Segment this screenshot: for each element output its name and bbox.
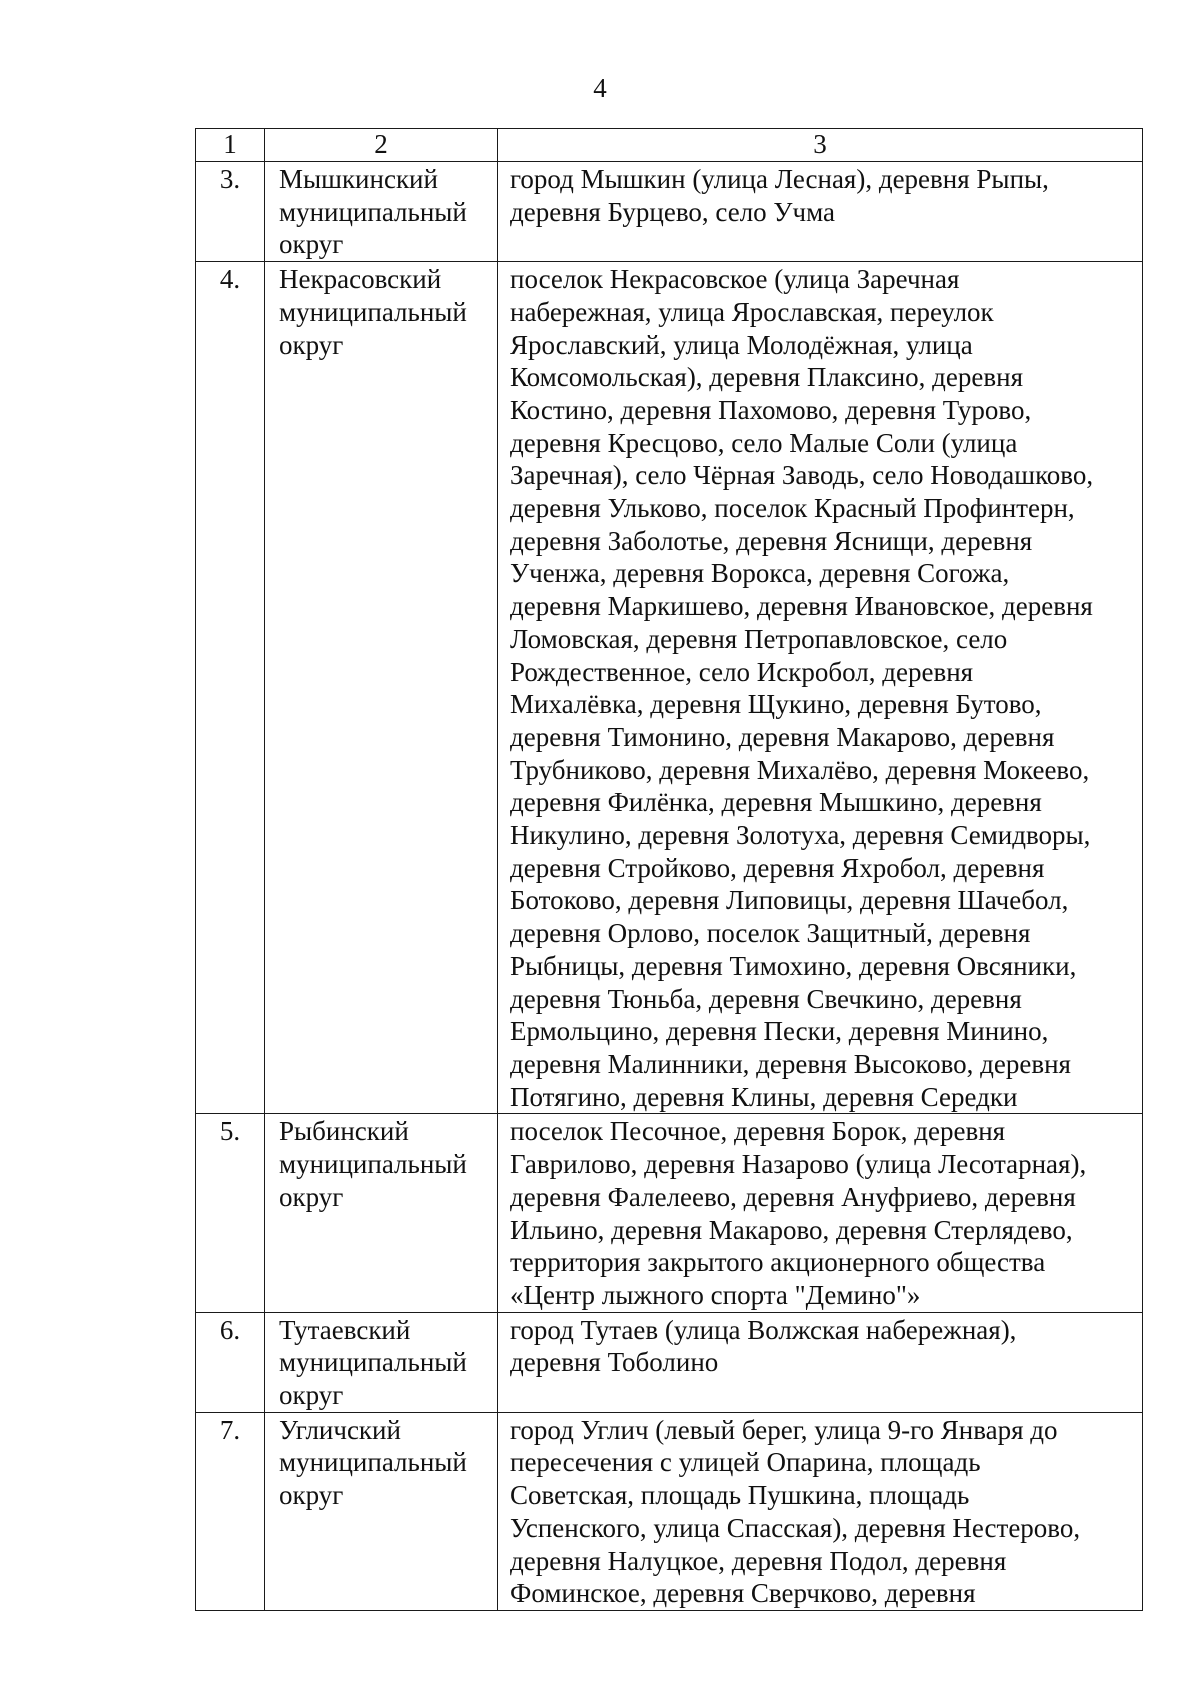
settlements-line: деревня Маркишево, деревня Ивановское, деревня [510, 591, 1093, 622]
settlements-line: деревня Заболотье, деревня Яснищи, деревня [510, 525, 1033, 556]
district-name-line: Некрасовский [279, 264, 442, 295]
row-number: 6. [196, 1312, 265, 1412]
row-number: 4. [196, 262, 265, 1114]
settlements-line: Ермольцино, деревня Пески, деревня Минино, [510, 1016, 1049, 1047]
row-number: 3. [196, 162, 265, 262]
settlements-line: деревня Ульково, поселок Красный Профинтерн, [510, 493, 1075, 524]
district-name-line: муниципальный [279, 296, 467, 327]
settlements-line: Ильино, деревня Макарово, деревня Стерлядево, [510, 1214, 1073, 1245]
settlements-list [498, 162, 1143, 262]
settlements-line: поселок Некрасовское (улица Заречная [510, 264, 960, 295]
settlements-line: Ученжа, деревня Ворокса, деревня Согожа, [510, 558, 1010, 589]
settlements-line: Никулино, деревня Золотуха, деревня Семидворы, [510, 820, 1091, 851]
district-name [265, 162, 498, 262]
district-name-line: муниципальный [279, 196, 467, 227]
row-number: 5. [196, 1114, 265, 1312]
district-name-line: Мышкинский [279, 164, 438, 194]
settlements-line: территория закрытого акционерного общества [510, 1247, 1046, 1278]
settlements-line: Потягино, деревня Клины, деревня Середки [510, 1081, 1018, 1112]
district-name-line: Угличский [279, 1414, 401, 1445]
district-name-line: округ [279, 1181, 344, 1212]
district-name [265, 1412, 498, 1610]
district-name-line: муниципальный [279, 1447, 467, 1478]
district-name [265, 1114, 498, 1312]
settlements-list [498, 1312, 1143, 1412]
settlements-line: Заречная), село Чёрная Заводь, село Новодашково, [510, 460, 1094, 491]
settlements-line: Рыбницы, деревня Тимохино, деревня Овсяники, [510, 950, 1077, 981]
settlements-line: Успенского, улица Спасская), деревня Нестерово, [510, 1512, 1081, 1543]
settlements-line: деревня Налуцкое, деревня Подол, деревня [510, 1545, 1007, 1576]
settlements-line: Рождественное, село Искробол, деревня [510, 656, 974, 687]
settlements-line: Ломовская, деревня Петропавловское, село [510, 623, 1008, 654]
settlements-line: Гаврилово, деревня Назарово (улица Лесотарная), [510, 1149, 1087, 1180]
settlements-line: деревня Кресцово, село Малые Соли (улица [510, 427, 1018, 458]
settlements-line: «Центр лыжного спорта "Демино"» [510, 1279, 921, 1310]
settlements-line: город Углич (левый берег, улица 9-го Января до [510, 1414, 1058, 1445]
district-name-line: округ [279, 1480, 344, 1511]
settlements-line: Костино, деревня Пахомово, деревня Турово, [510, 394, 1032, 425]
settlements-line: Ботоково, деревня Липовицы, деревня Шачебол, [510, 885, 1069, 916]
district-name-line: муниципальный [279, 1347, 467, 1378]
settlements-line: поселок Песочное, деревня Борок, деревня [510, 1116, 1006, 1147]
district-name [265, 1312, 498, 1412]
settlements-line: город Мышкин (улица Лесная), деревня Рыпы, [510, 164, 1049, 194]
settlements-list [498, 262, 1143, 1114]
settlements-line: деревня Тоболино [510, 1347, 719, 1378]
district-name-line: муниципальный [279, 1149, 467, 1180]
settlements-table [195, 128, 1143, 1611]
settlements-line: деревня Фалелеево, деревня Ануфриево, деревня [510, 1181, 1076, 1212]
column-header-district: 2 [265, 129, 498, 162]
district-name [265, 262, 498, 1114]
district-name-line: округ [279, 1380, 344, 1411]
district-name-line: округ [279, 229, 344, 260]
settlements-line: город Тутаев (улица Волжская набережная), [510, 1314, 1017, 1345]
table-row [196, 162, 1143, 262]
district-name-line: округ [279, 329, 344, 360]
settlements-line: Ярославский, улица Молодёжная, улица [510, 329, 973, 360]
settlements-line: набережная, улица Ярославская, переулок [510, 296, 994, 327]
settlements-line: деревня Филёнка, деревня Мышкино, деревня [510, 787, 1042, 818]
settlements-list [498, 1114, 1143, 1312]
settlements-line: деревня Тюньба, деревня Свечкино, деревня [510, 983, 1022, 1014]
table-row [196, 1114, 1143, 1312]
column-header-settlements: 3 [498, 129, 1143, 162]
settlements-line: Трубниково, деревня Михалёво, деревня Мокеево, [510, 754, 1090, 785]
page-number: 4 [593, 73, 607, 103]
row-number: 7. [196, 1412, 265, 1610]
district-name-line: Тутаевский [279, 1314, 411, 1345]
settlements-line: Комсомольская), деревня Плаксино, деревня [510, 362, 1023, 393]
column-header-number: 1 [196, 129, 265, 162]
table-row [196, 262, 1143, 1114]
settlements-line: Фоминское, деревня Сверчково, деревня [510, 1578, 976, 1609]
settlements-line: деревня Стройково, деревня Яхробол, деревня [510, 852, 1045, 883]
settlements-line: деревня Орлово, поселок Защитный, деревня [510, 918, 1031, 949]
settlements-list [498, 1412, 1143, 1610]
settlements-line: пересечения с улицей Опарина, площадь [510, 1447, 981, 1478]
settlements-line: деревня Бурцево, село Учма [510, 196, 836, 227]
table-row [196, 1412, 1143, 1610]
settlements-line: Михалёвка, деревня Щукино, деревня Бутово, [510, 689, 1042, 720]
table-row [196, 1312, 1143, 1412]
table-header-row [196, 129, 1143, 162]
settlements-line: деревня Тимонино, деревня Макарово, деревня [510, 721, 1055, 752]
settlements-line: Советская, площадь Пушкина, площадь [510, 1480, 970, 1511]
district-name-line: Рыбинский [279, 1116, 409, 1147]
settlements-line: деревня Малинники, деревня Высоково, деревня [510, 1048, 1071, 1079]
